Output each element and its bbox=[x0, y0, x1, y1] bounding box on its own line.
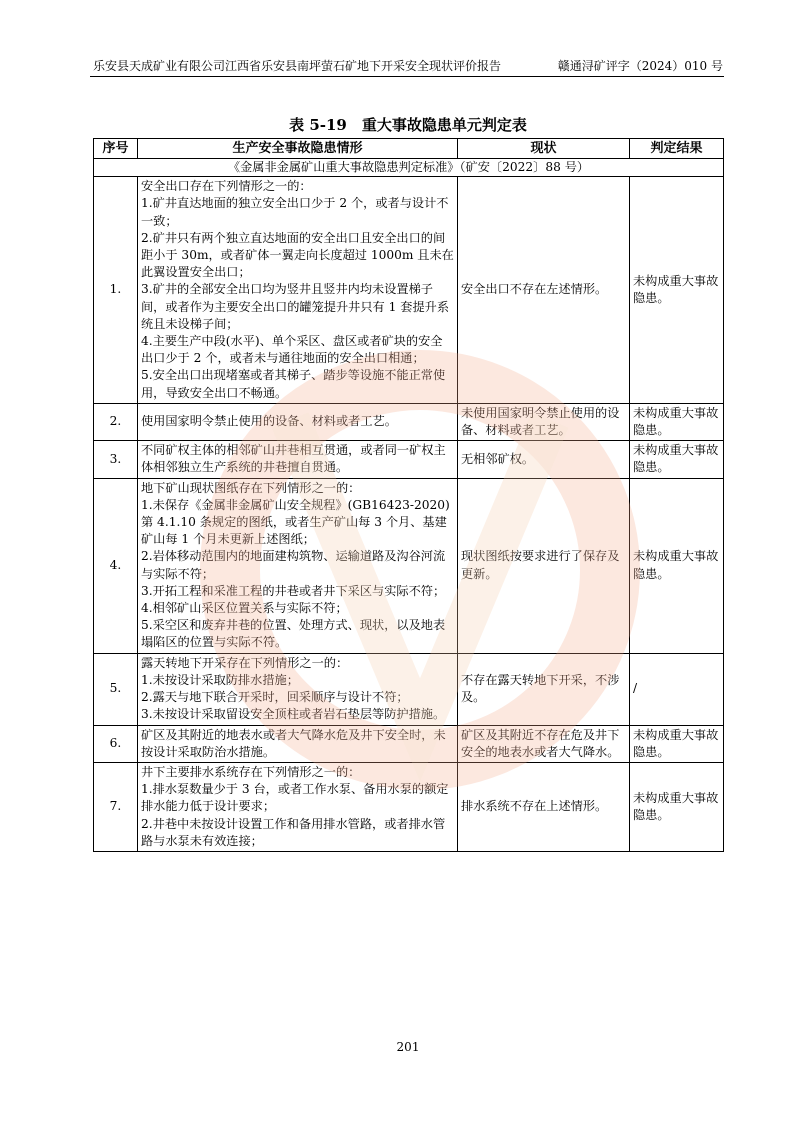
judgment-result: 未构成重大事故隐患。 bbox=[630, 762, 724, 851]
situation-line: 1.矿井直达地面的独立安全出口少于 2 个，或者与设计不一致； bbox=[141, 196, 449, 228]
situation-line: 不同矿权主体的相邻矿山井巷相互贯通，或者同一矿权主体相邻独立生产系统的井巷擅自贯通。 bbox=[141, 443, 446, 475]
row-number: 7. bbox=[94, 762, 138, 851]
col-header-no: 序号 bbox=[94, 139, 138, 159]
hazard-situation bbox=[138, 478, 458, 653]
situation-line: 3.开拓工程和采准工程的井巷或者井下采区与实际不符； bbox=[141, 583, 446, 598]
situation-line: 4.主要生产中段(水平)、单个采区、盘区或者矿块的安全出口少于 2 个，或者未与通往地面的安全出口相通； bbox=[141, 334, 443, 366]
hazard-situation bbox=[138, 177, 458, 404]
table-row bbox=[94, 653, 724, 725]
header-rule bbox=[90, 76, 724, 77]
page-number: 201 bbox=[396, 1040, 420, 1054]
judgment-result: 未构成重大事故隐患。 bbox=[630, 441, 724, 478]
current-status: 现状图纸按要求进行了保存及更新。 bbox=[458, 478, 630, 653]
header-report-title: 乐安县天成矿业有限公司江西省乐安县南坪萤石矿地下开采安全现状评价报告 bbox=[93, 59, 502, 73]
current-status: 安全出口不存在左述情形。 bbox=[458, 177, 630, 404]
table-row bbox=[94, 478, 724, 653]
row-number: 1. bbox=[94, 177, 138, 404]
hazard-situation bbox=[138, 762, 458, 851]
row-number: 5. bbox=[94, 653, 138, 725]
judgment-result: / bbox=[630, 653, 724, 725]
current-status: 无相邻矿权。 bbox=[458, 441, 630, 478]
page-header bbox=[93, 57, 723, 75]
standard-reference: 《金属非金属矿山重大事故隐患判定标准》（矿安〔2022〕88 号） bbox=[94, 159, 724, 177]
judgment-result: 未构成重大事故隐患。 bbox=[630, 478, 724, 653]
table-row bbox=[94, 177, 724, 404]
situation-line: 3.矿井的全部安全出口均为竖井且竖井内均未设置梯子间，或者作为主要安全出口的罐笼提升井只有 1 套提升系统且未设梯子间； bbox=[141, 282, 450, 331]
table-row bbox=[94, 725, 724, 762]
situation-line: 地下矿山现状图纸存在下列情形之一的： bbox=[141, 480, 361, 495]
hazard-situation bbox=[138, 653, 458, 725]
col-header-result: 判定结果 bbox=[630, 139, 724, 159]
standard-row bbox=[94, 159, 724, 177]
situation-line: 5.采空区和废弃井巷的位置、处理方式、现状，以及地表塌陷区的位置与实际不符。 bbox=[141, 618, 446, 650]
hazard-situation bbox=[138, 725, 458, 762]
row-number: 6. bbox=[94, 725, 138, 762]
row-number: 2. bbox=[94, 403, 138, 440]
col-header-situation: 生产安全事故隐患情形 bbox=[138, 139, 458, 159]
hazard-situation bbox=[138, 441, 458, 478]
judgment-result: 未构成重大事故隐患。 bbox=[630, 177, 724, 404]
situation-line: 2.井巷中未按设计设置工作和备用排水管路，或者排水管路与水泵未有效连接； bbox=[141, 816, 446, 848]
table-row bbox=[94, 762, 724, 851]
judgment-result: 未构成重大事故隐患。 bbox=[630, 725, 724, 762]
table-title: 表 5-19 重大事故隐患单元判定表 bbox=[289, 116, 527, 134]
hazard-judgment-table bbox=[93, 138, 724, 852]
situation-line: 1.排水泵数量少于 3 台，或者工作水泵、备用水泵的额定排水能力低于设计要求； bbox=[141, 782, 449, 814]
situation-line: 1.未保存《金属非金属矿山安全规程》(GB16423-2020)第 4.1.10 条规定的图纸，或者生产矿山每 3 个月、基建矿山每 1 个月未更新上述图纸； bbox=[141, 497, 450, 547]
situation-line: 1.未按设计采取防排水措施； bbox=[141, 672, 299, 687]
situation-line: 2.岩体移动范围内的地面建构筑物、运输道路及沟谷河流与实际不符； bbox=[141, 549, 446, 581]
current-status: 矿区及其附近不存在危及井下安全的地表水或者大气降水。 bbox=[458, 725, 630, 762]
situation-line: 4.相邻矿山采区位置关系与实际不符； bbox=[141, 601, 348, 616]
table-header-row bbox=[94, 139, 724, 159]
situation-line: 安全出口存在下列情形之一的： bbox=[141, 179, 312, 194]
hazard-situation bbox=[138, 403, 458, 440]
situation-line: 2.露天与地下联合开采时，回采顺序与设计不符； bbox=[141, 690, 409, 705]
row-number: 3. bbox=[94, 441, 138, 478]
current-status: 未使用国家明令禁止使用的设备、材料或者工艺。 bbox=[458, 403, 630, 440]
col-header-status: 现状 bbox=[458, 139, 630, 159]
row-number: 4. bbox=[94, 478, 138, 653]
current-status: 不存在露天转地下开采，不涉及。 bbox=[458, 653, 630, 725]
judgment-result: 未构成重大事故隐患。 bbox=[630, 403, 724, 440]
situation-line: 3.未按设计采取留设安全顶柱或者岩石垫层等防护措施。 bbox=[141, 707, 446, 722]
table-row bbox=[94, 403, 724, 440]
table-row bbox=[94, 441, 724, 478]
header-report-number: 赣通浔矿评字（2024）010 号 bbox=[557, 59, 723, 73]
situation-line: 5.安全出口出现堵塞或者其梯子、踏步等设施不能正常使用，导致安全出口不畅通。 bbox=[141, 368, 446, 400]
situation-line: 使用国家明令禁止使用的设备、材料或者工艺。 bbox=[141, 414, 397, 429]
situation-line: 井下主要排水系统存在下列情形之一的： bbox=[141, 764, 361, 779]
situation-line: 2.矿井只有两个独立直达地面的安全出口且安全出口的间距小于 30m，或者矿体一翼走向长度超过 1000m 且未在此翼设置安全出口； bbox=[141, 230, 454, 280]
situation-line: 矿区及其附近的地表水或者大气降水危及井下安全时，未按设计采取防治水措施。 bbox=[141, 727, 446, 759]
situation-line: 露天转地下开采存在下列情形之一的： bbox=[141, 655, 349, 670]
current-status: 排水系统不存在上述情形。 bbox=[458, 762, 630, 851]
